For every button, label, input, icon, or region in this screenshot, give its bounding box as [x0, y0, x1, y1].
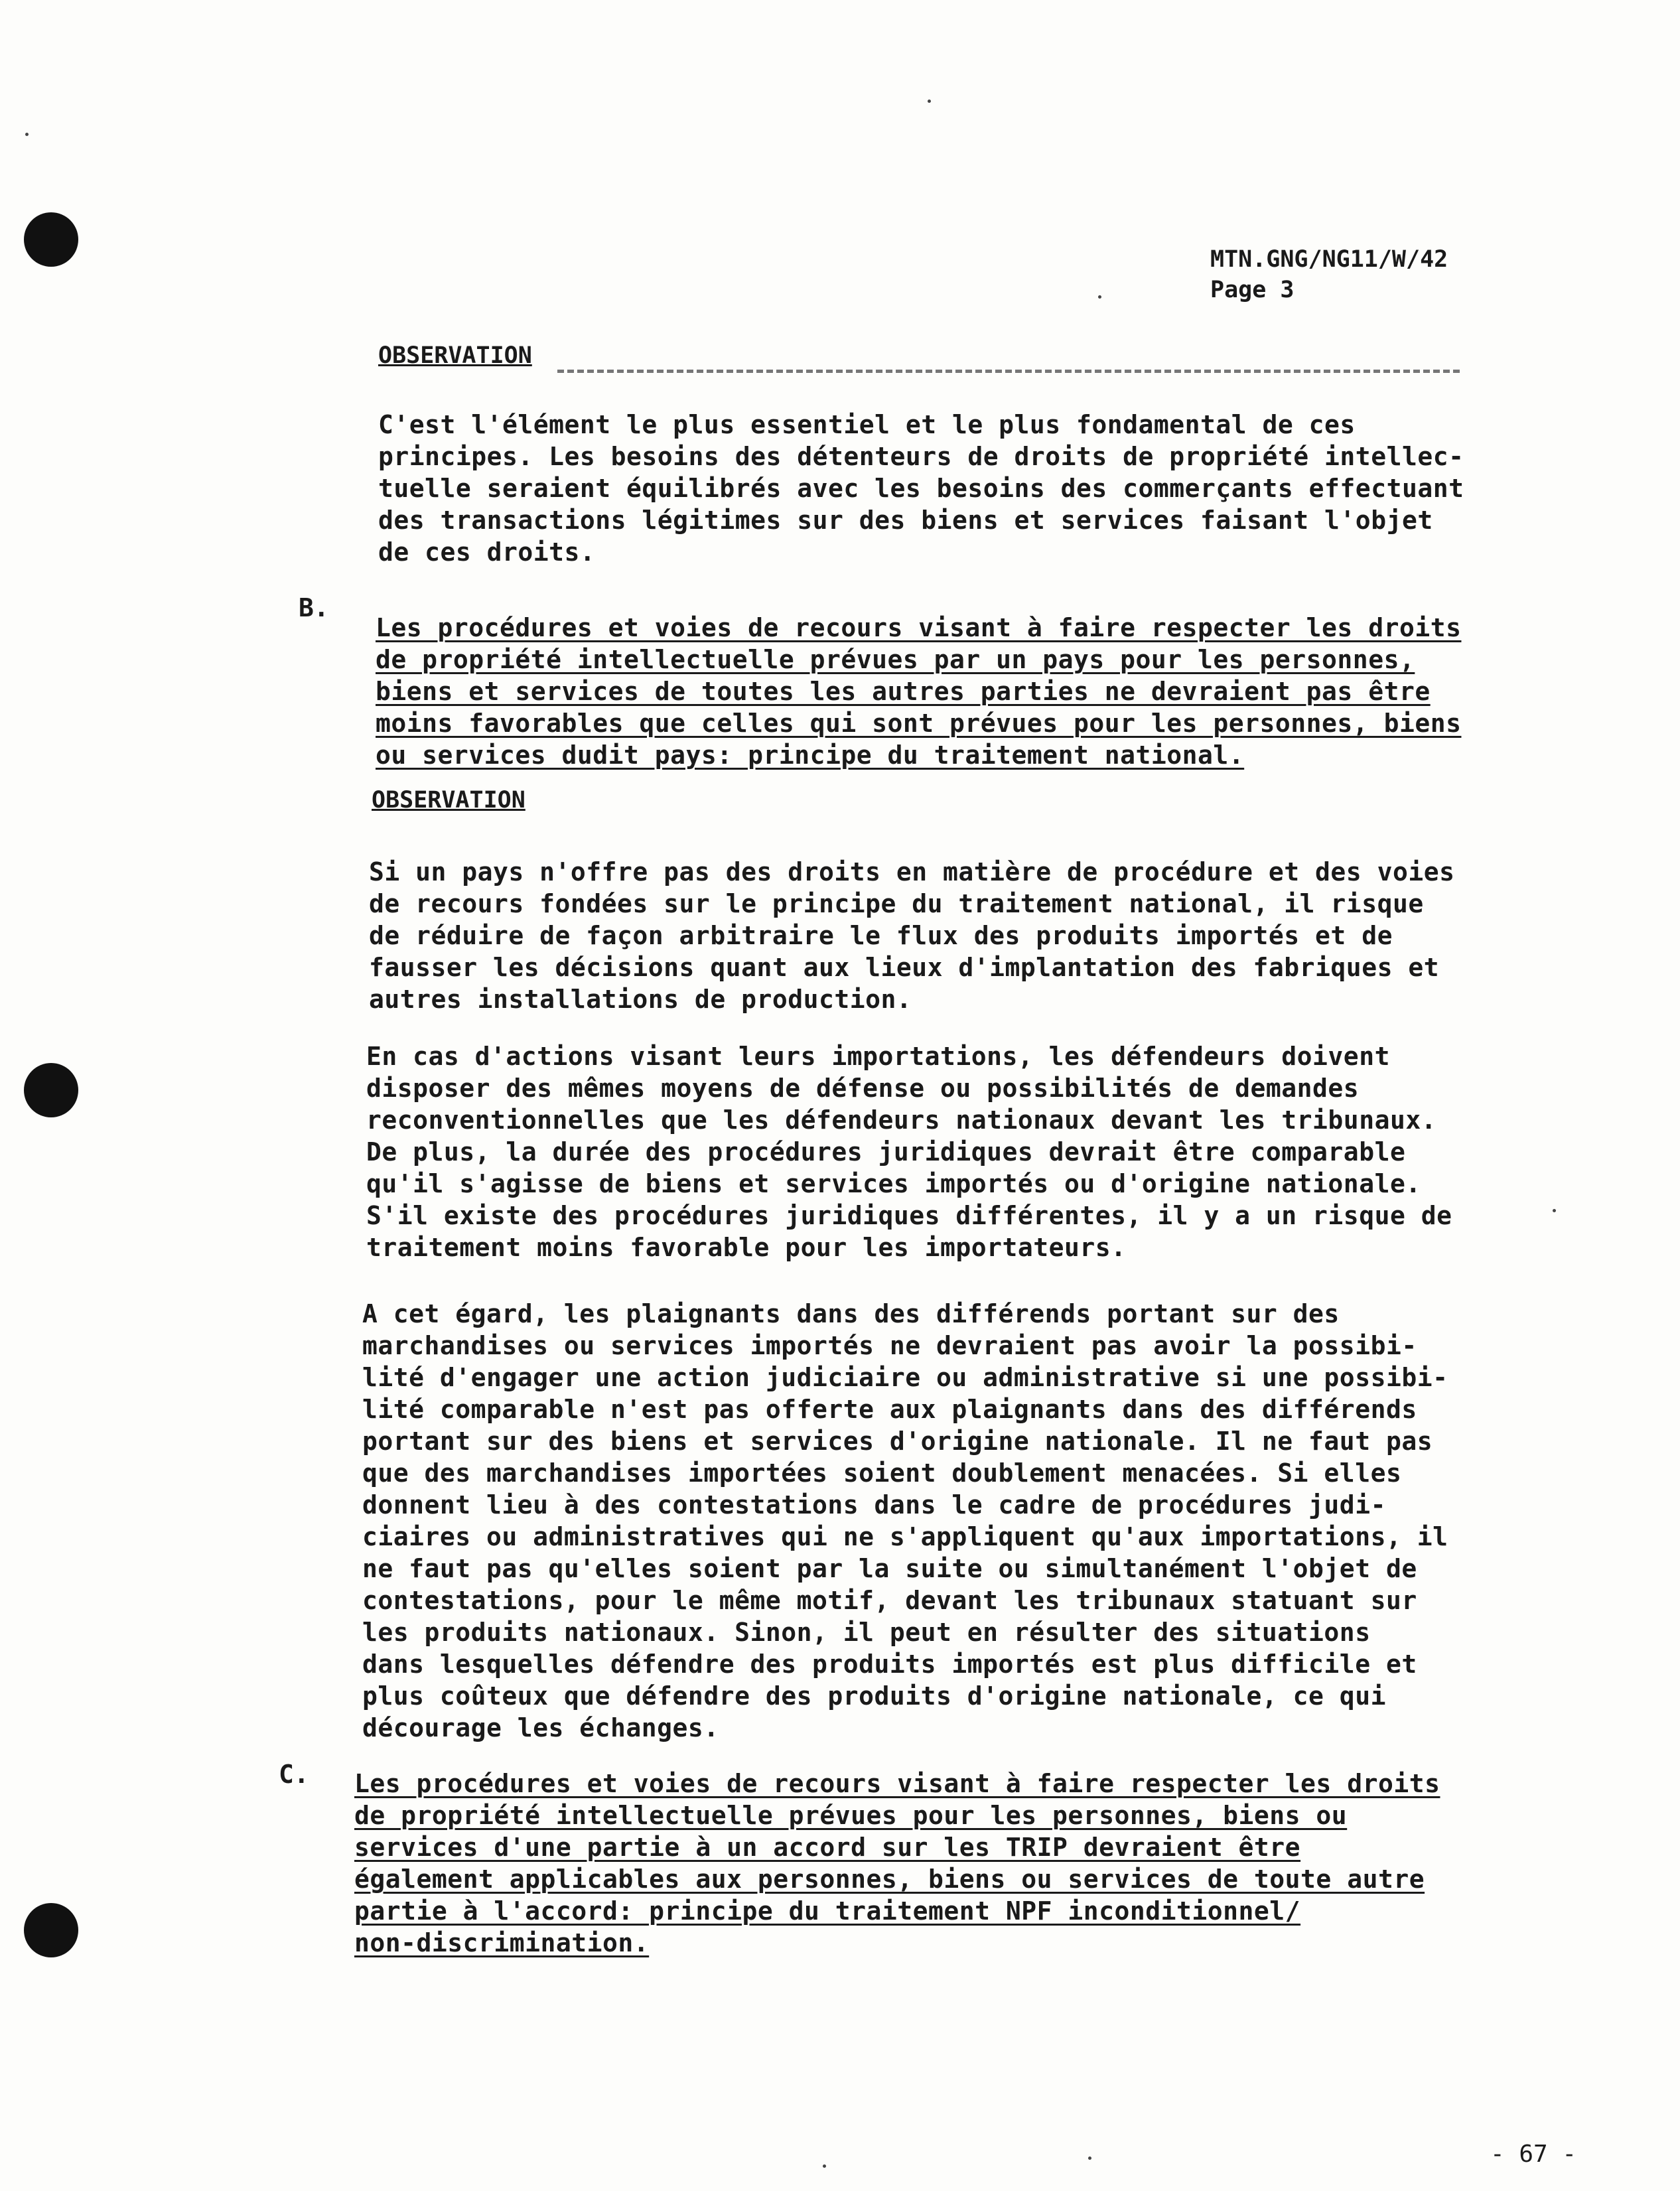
observation-paragraph-b1: Si un pays n'offre pas des droits en matière de procédure et des voies de recours fondées sur le principe du traitement national, il risque de réduire de façon arbitraire le flux des produits importés et de fausser les décisions quant aux lieux d'implantation des fabriques et autres installations de production. — [369, 857, 1455, 1014]
observation-text-a: C'est l'élément le plus essentiel et le plus fondamental de ces principes. Les besoins des détenteurs de droits de propriété intellec- tuelle seraient équilibrés avec les besoins des commerçants effectuant des transactions légitimes sur des biens et services faisant l'objet de ces droits. — [378, 410, 1464, 567]
scan-speck — [1553, 1209, 1556, 1212]
document-header — [1210, 244, 1448, 305]
document-symbol: MTN.GNG/NG11/W/42 — [1210, 246, 1448, 273]
observation-paragraph-b2: En cas d'actions visant leurs importations, les défendeurs doivent disposer des mêmes moyens de défense ou possibilités de demandes reconventionnelles que les défendeurs nationaux devant les tribunaux. De plus, la durée des procédures juridiques devrait être comparable qu'il s'agisse de biens et services importés ou d'origine nationale. S'il existe des procédures juridiques différentes, il y a un risque de traitement moins favorable pour les importateurs. — [366, 1042, 1452, 1262]
page-label: Page 3 — [1210, 277, 1295, 303]
observation-heading-b: OBSERVATION — [372, 787, 525, 813]
dashed-rule — [557, 370, 1460, 373]
observation-paragraph-b3: A cet égard, les plaignants dans des différends portant sur des marchandises ou services importés ne devraient pas avoir la possibi- lité d'engager une action judiciaire ou administrative si une possibi- lité comparable n'est pas offerte aux plaignants dans des différends portant sur des biens et services d'origine nationale. Il ne faut pas que des marchandises importées soient doublement menacées. Si elles donnent lieu à des contestations dans le cadre de procédures judi- ciaires ou administratives qui ne s'appliquent qu'aux importations, il ne faut pas qu'elles soient par la suite ou simultanément l'objet de contestations, pour le même motif, devant les tribunaux statuant sur les produits nationaux. Sinon, il peut en résulter des situations dans lesquelles défendre des produits importés est plus difficile et plus coûteux que défendre des produits d'origine nationale, ce qui décourage les échanges. — [362, 1299, 1448, 1742]
page-number: - 67 - — [1490, 2141, 1577, 2168]
punch-hole-middle — [24, 1063, 78, 1117]
scan-speck — [1098, 295, 1101, 299]
section-letter-c: C. — [279, 1760, 309, 1789]
scan-speck — [928, 100, 931, 103]
punch-hole-top — [24, 212, 78, 267]
scan-speck — [823, 2164, 826, 2168]
observation-heading-a: OBSERVATION — [378, 342, 532, 369]
section-letter-b: B. — [299, 593, 329, 622]
principle-text-c: Les procédures et voies de recours visant à faire respecter les droits de propriété intellectuelle prévues pour les personnes, biens ou services d'une partie à un accord sur les TRIP devraient être également applicables aux personnes, biens ou services de toute autre partie à l'accord: principe du traitement NPF inconditionnel/ non-discrimination. — [354, 1769, 1440, 1957]
scan-speck — [25, 133, 29, 136]
principle-text-b: Les procédures et voies de recours visant à faire respecter les droits de propriété intellectuelle prévues par un pays pour les personnes, biens et services de toutes les autres parties ne devraient pas être moins favorables que celles qui sont prévues pour les personnes, biens ou services dudit pays: principe du traitement national. — [376, 613, 1462, 770]
punch-hole-bottom — [24, 1903, 78, 1957]
scan-speck — [1088, 2156, 1091, 2160]
